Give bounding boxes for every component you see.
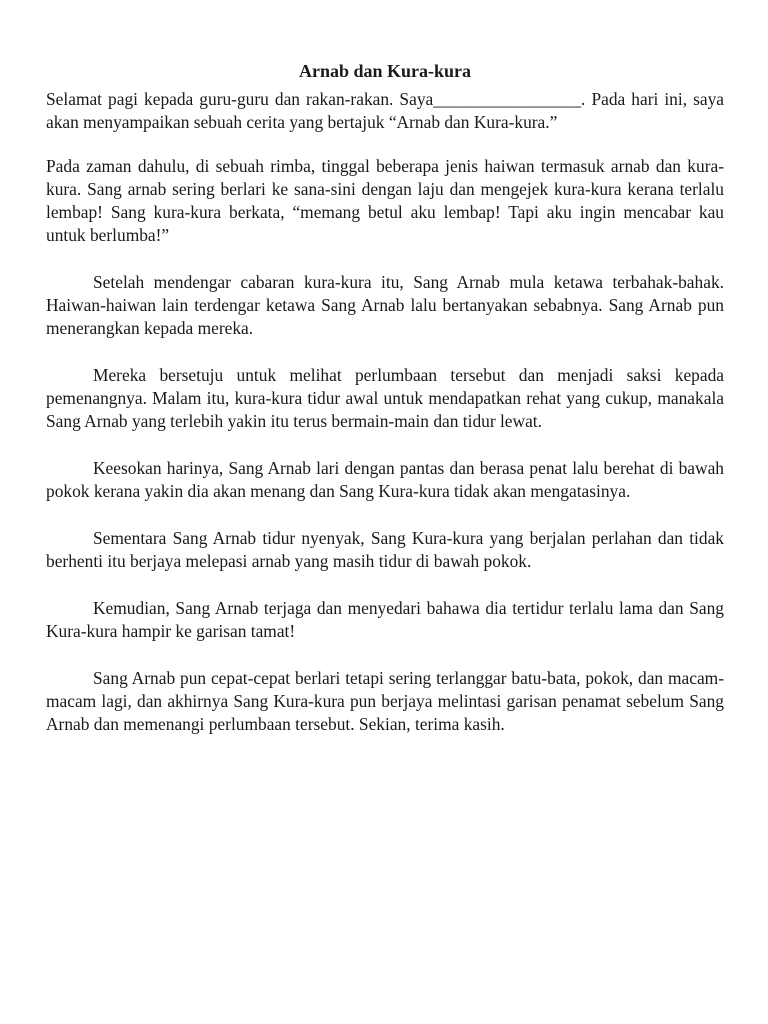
story-paragraph-4: Keesokan harinya, Sang Arnab lari dengan pantas dan berasa penat lalu berehat di bawah pokok kerana yakin dia akan menang dan Sang Kura-kura tidak akan mengatasinya. [46,458,724,501]
story-paragraph-5: Sementara Sang Arnab tidur nyenyak, Sang Kura-kura yang berjalan perlahan dan tidak berhenti itu berjaya melepasi arnab yang masih tidur di bawah pokok. [46,528,724,571]
story-paragraph-3: Mereka bersetuju untuk melihat perlumbaan tersebut dan menjadi saksi kepada pemenangnya. Malam itu, kura-kura tidur awal untuk mendapatkan rehat yang cukup, manakala Sang Arnab yang terlebih yakin itu terus bermain-main dan tidur lewat. [46,365,724,431]
story-paragraph-1: Pada zaman dahulu, di sebuah rimba, tinggal beberapa jenis haiwan termasuk arnab dan kura-kura. Sang arnab sering berlari ke sana-sini dengan laju dan mengejek kura-kura kerana terlalu lembap! Sang kura-kura berkata, “memang betul aku lembap! Tapi aku ingin mencabar kau untuk berlumba!” [46,156,724,245]
document-title: Arnab dan Kura-kura [298,61,472,81]
document-page [46,58,724,760]
story-paragraph-2: Setelah mendengar cabaran kura-kura itu, Sang Arnab mula ketawa terbahak-bahak. Haiwan-haiwan lain terdengar ketawa Sang Arnab lalu bertanyakan sebabnya. Sang Arnab pun menerangkan kepada mereka. [46,272,724,338]
story-paragraph-7: Sang Arnab pun cepat-cepat berlari tetapi sering terlanggar batu-bata, pokok, dan macam-macam lagi, dan akhirnya Sang Kura-kura pun berjaya melintasi garisan penamat sebelum Sang Arnab dan memenangi perlumbaan tersebut. Sekian, terima kasih. [46,668,724,734]
story-paragraph-6: Kemudian, Sang Arnab terjaga dan menyedari bahawa dia tertidur terlalu lama dan Sang Kura-kura hampir ke garisan tamat! [46,598,724,641]
intro-paragraph: Selamat pagi kepada guru-guru dan rakan-rakan. Saya_________________. Pada hari ini, saya akan menyampaikan sebuah cerita yang bertajuk “Arnab dan Kura-kura.” [46,89,724,132]
